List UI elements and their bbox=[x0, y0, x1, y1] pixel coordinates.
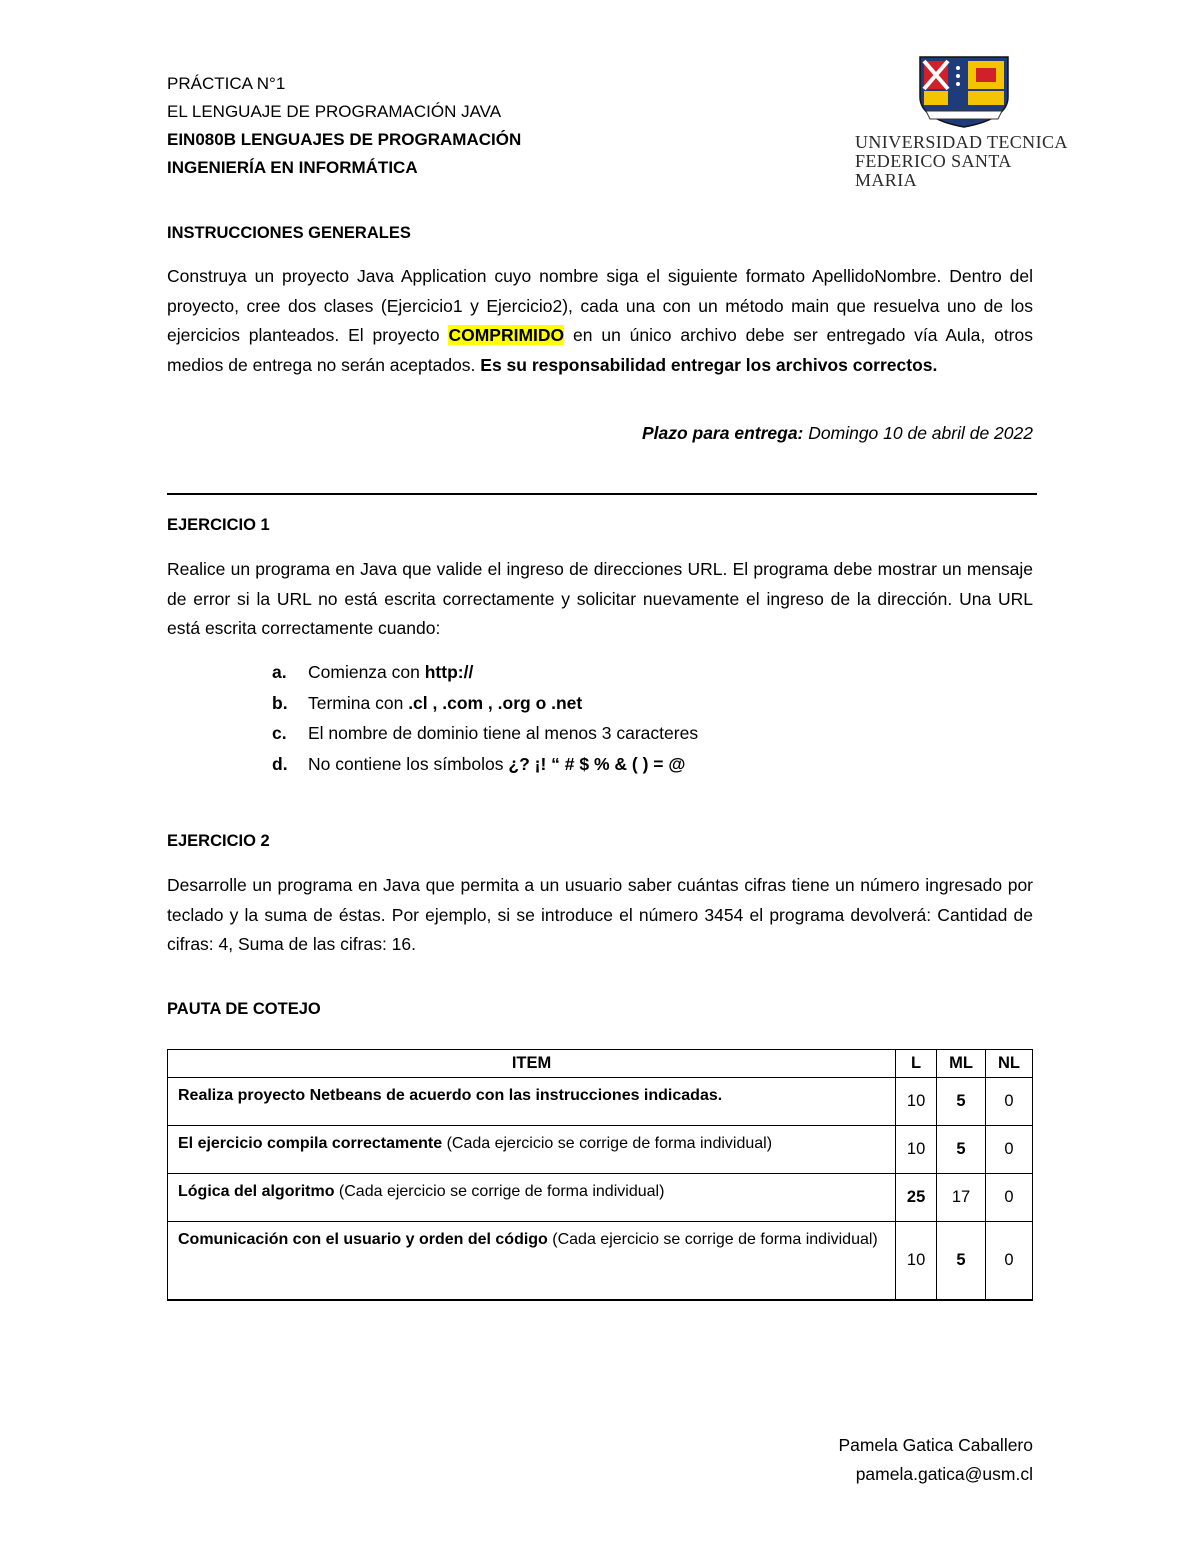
list-item: b. Termina con .cl , .com , .org o .net bbox=[272, 692, 583, 713]
practice-subject: EL LENGUAJE DE PROGRAMACIÓN JAVA bbox=[167, 102, 502, 121]
score-nl: 0 bbox=[986, 1078, 1033, 1126]
table-row bbox=[168, 1126, 1033, 1174]
deadline bbox=[642, 423, 1033, 444]
exercise2-paragraph: Desarrolle un programa en Java que permita a un usuario saber cuántas cifras tiene un número ingresado por teclado y la suma de éstas. Por ejemplo, si se introduce el número 3454 el programa devolverá: Cantidad de cifras: 4, Suma de las cifras: 16. bbox=[167, 875, 1033, 954]
score-l: 10 bbox=[896, 1126, 937, 1174]
instructions-responsibility: Es su responsabilidad entregar los archivos correctos. bbox=[480, 354, 938, 375]
university-name-line2: FEDERICO SANTA MARIA bbox=[855, 151, 1011, 190]
score-l: 10 bbox=[896, 1078, 937, 1126]
author-email: pamela.gatica@usm.cl bbox=[855, 1464, 1033, 1484]
exercise1-title: EJERCICIO 1 bbox=[167, 516, 270, 534]
list-item: a. Comienza con http:// bbox=[272, 662, 474, 682]
exercise2-title: EJERCICIO 2 bbox=[167, 832, 270, 850]
deadline-label: Plazo para entrega: bbox=[641, 423, 804, 443]
compressed-highlight: COMPRIMIDO bbox=[448, 325, 565, 345]
author-signature bbox=[838, 1431, 1033, 1489]
score-l: 25 bbox=[896, 1174, 937, 1222]
table-header-row bbox=[168, 1050, 1033, 1078]
score-ml: 17 bbox=[937, 1174, 986, 1222]
table-row bbox=[168, 1222, 1033, 1300]
deadline-value: Domingo 10 de abril de 2022 bbox=[803, 423, 1033, 443]
list-item: c. El nombre de dominio tiene al menos 3 caracteres bbox=[272, 723, 699, 743]
section-divider bbox=[167, 493, 1037, 495]
score-ml: 5 bbox=[937, 1126, 986, 1174]
list-item: d. No contiene los símbolos ¿? ¡! “ # $ % & ( ) = @ bbox=[272, 753, 686, 774]
score-l: 10 bbox=[896, 1222, 937, 1300]
instructions-text-1: Construya un proyecto Java Application cuyo nombre siga el siguiente formato ApellidoNombre. Dentro del proyecto, cree dos clases (Ejercicio1 y Ejercicio2), cada una con un método main que resuelva uno de los ejercicios planteados. El proyecto bbox=[167, 266, 1033, 345]
instructions-title: INSTRUCCIONES GENERALES bbox=[167, 224, 411, 242]
score-ml: 5 bbox=[937, 1222, 986, 1300]
author-name: Pamela Gatica Caballero bbox=[838, 1435, 1033, 1455]
table-row bbox=[168, 1174, 1033, 1222]
rubric-title: PAUTA DE COTEJO bbox=[167, 1000, 321, 1018]
header-nl: NL bbox=[986, 1050, 1033, 1078]
course-name: EIN080B LENGUAJES DE PROGRAMACIÓN bbox=[167, 130, 522, 149]
header-l: L bbox=[896, 1050, 937, 1078]
university-name-line1: UNIVERSIDAD TECNICA bbox=[855, 132, 1068, 152]
table-row bbox=[168, 1078, 1033, 1126]
exercise1-paragraph: Realice un programa en Java que valide el ingreso de direcciones URL. El programa debe mostrar un mensaje de error si la URL no está escrita correctamente y solicitar nuevamente el ingreso de la dirección. Una URL está escrita correctamente cuando: bbox=[167, 559, 1033, 638]
rubric-item: El ejercicio compila correctamente (Cada ejercicio se corrige de forma individual) bbox=[168, 1126, 896, 1174]
score-nl: 0 bbox=[986, 1222, 1033, 1300]
score-nl: 0 bbox=[986, 1174, 1033, 1222]
rubric-table bbox=[167, 1049, 1033, 1301]
instructions-text-2: en un único archivo debe ser entregado vía Aula, otros medios de entrega no serán aceptados. bbox=[167, 325, 1033, 375]
career-name: INGENIERÍA EN INFORMÁTICA bbox=[167, 158, 418, 177]
instructions-paragraph bbox=[167, 262, 1033, 380]
rubric-item: Realiza proyecto Netbeans de acuerdo con las instrucciones indicadas. bbox=[168, 1078, 896, 1126]
practice-number: PRÁCTICA N°1 bbox=[167, 74, 286, 93]
university-crest-icon bbox=[918, 55, 1010, 129]
rubric-item: Comunicación con el usuario y orden del código (Cada ejercicio se corrige de forma individual) bbox=[168, 1222, 896, 1300]
header-ml: ML bbox=[937, 1050, 986, 1078]
rubric-item: Lógica del algoritmo (Cada ejercicio se corrige de forma individual) bbox=[168, 1174, 896, 1222]
url-rules-list bbox=[272, 657, 698, 779]
document-header bbox=[167, 70, 521, 182]
score-nl: 0 bbox=[986, 1126, 1033, 1174]
header-item: ITEM bbox=[168, 1050, 896, 1078]
university-logo bbox=[855, 55, 1075, 190]
score-ml: 5 bbox=[937, 1078, 986, 1126]
